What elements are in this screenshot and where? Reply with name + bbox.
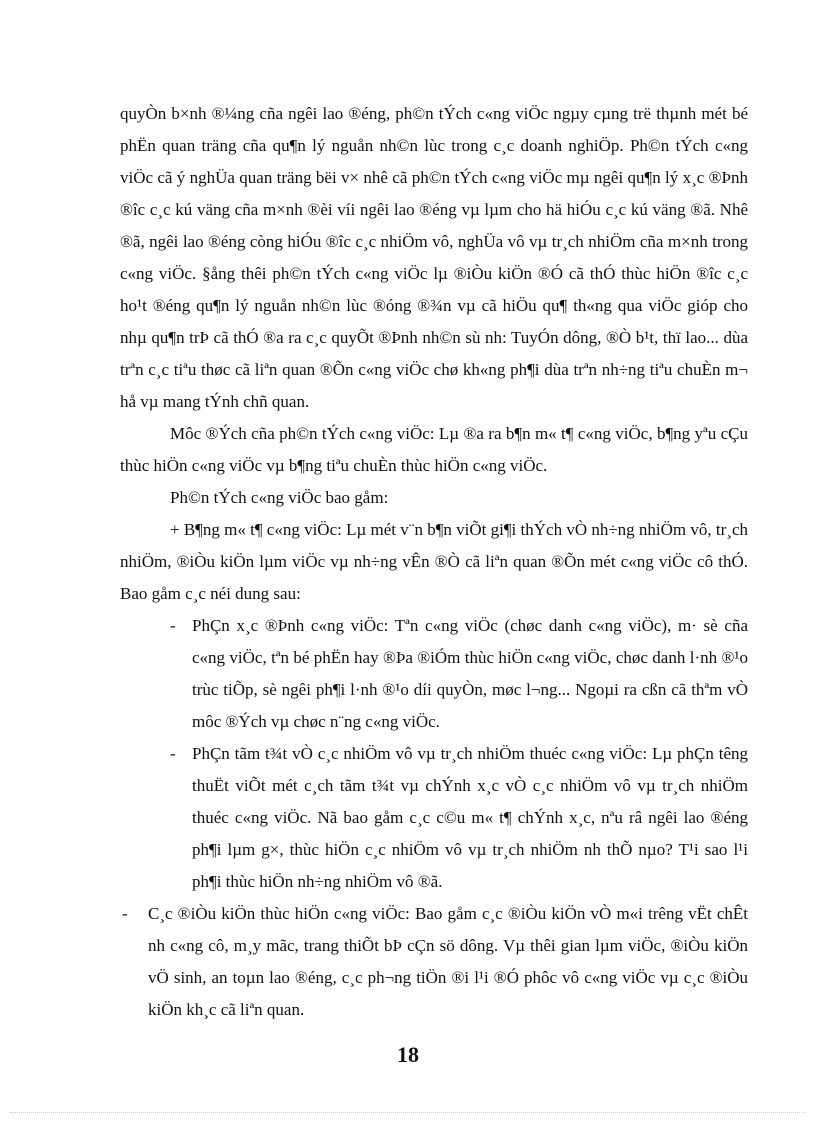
paragraph-purpose: Môc ®Ých cña ph©n tÝch c«ng viÖc: Lµ ®a ra b¶n m« t¶ c«ng viÖc, b¶ng yªu cÇu thùc hiÖn c«ng viÖc vµ b¶ng tiªu chuÈn thùc hiÖn c«ng viÖc. <box>120 424 748 475</box>
dash-marker: - <box>122 904 128 923</box>
body-text <box>120 98 748 1026</box>
list-item <box>120 738 748 898</box>
list-item-text: C¸c ®iÒu kiÖn thùc hiÖn c«ng viÖc: Bao gåm c¸c ®iÒu kiÖn vÒ m«i trêng vËt chÊt nh c«ng cô, m¸y mãc, trang thiÕt bÞ cÇn sö dông. Vµ thêi gian lµm viÖc, ®iÒu kiÖn vÖ sinh, an toµn lao ®éng, c¸c ph¬ng tiÖn ®i l¹i ®Ó phôc vô c«ng viÖc vµ c¸c ®iÒu kiÖn kh¸c cã liªn quan. <box>148 904 748 1019</box>
list-item-text: PhÇn x¸c ®Þnh c«ng viÖc: Tªn c«ng viÖc (chøc danh c«ng viÖc), m· sè cña c«ng viÖc, tªn bé phËn hay ®Þa ®iÓm thùc hiÖn c«ng viÖc, chøc danh l·nh ®¹o trùc tiÕp, sè ngêi ph¶i l·nh ®¹o díi quyÒn, møc l¬ng... Ngoµi ra cßn cã thªm vÒ môc ®Ých vµ chøc n¨ng c«ng viÖc. <box>192 616 748 731</box>
paragraph-includes: Ph©n tÝch c«ng viÖc bao gåm: <box>170 488 389 507</box>
dash-marker: - <box>170 616 176 635</box>
list-item <box>120 610 748 738</box>
list-item <box>120 898 748 1026</box>
paragraph-job-description: + B¶ng m« t¶ c«ng viÖc: Lµ mét v¨n b¶n viÕt gi¶i thÝch vÒ nh÷ng nhiÖm vô, tr¸ch nhiÖm, ®iÒu kiÖn lµm viÖc vµ nh÷ng vÊn ®Ò cã liªn quan ®Õn mét c«ng viÖc cô thÓ. Bao gåm c¸c néi dung sau: <box>120 520 748 603</box>
paragraph-intro: quyÒn b×nh ®¼ng cña ngêi lao ®éng, ph©n tÝch c«ng viÖc ngµy cµng trë thµnh mét bé phËn quan träng cña qu¶n lý nguån nh©n lùc trong c¸c doanh nghiÖp. Ph©n tÝch c«ng viÖc cã ý nghÜa quan träng bëi v× nhê cã ph©n tÝch c«ng viÖc mµ ngêi qu¶n lý x¸c ®Þnh ®îc c¸c kú väng cña m×nh ®èi víi ngêi lao ®éng vµ lµm cho hä hiÓu c¸c kú väng ®ã. Nhê ®ã, ngêi lao ®éng còng hiÓu ®îc c¸c nhiÖm vô, nghÜa vô vµ tr¸ch nhiÖm cña m×nh trong c«ng viÖc. §ång thêi ph©n tÝch c«ng viÖc lµ ®iÒu kiÖn ®Ó cã thÓ thùc hiÖn ®îc c¸c ho¹t ®éng qu¶n lý nguån nh©n lùc ®óng ®¾n vµ cã hiÖu qu¶ th«ng qua viÖc gióp cho nhµ qu¶n trÞ cã thÓ ®a ra c¸c quyÕt ®Þnh nh©n sù nh: TuyÓn dông, ®Ò b¹t, thï lao... dùa trªn c¸c tiªu thøc cã liªn quan ®Õn c«ng viÖc chø kh«ng ph¶i dùa trªn nh÷ng tiªu chuÈn m¬ hå vµ mang tÝnh chñ quan. <box>120 104 748 411</box>
footer-divider <box>10 1112 806 1113</box>
dash-marker: - <box>170 744 176 763</box>
page-number: 18 <box>397 1042 419 1067</box>
list-item-text: PhÇn tãm t¾t vÒ c¸c nhiÖm vô vµ tr¸ch nhiÖm thuéc c«ng viÖc: Lµ phÇn têng thuËt viÕt mét c¸ch tãm t¾t vµ chÝnh x¸c vÒ c¸c nhiÖm vô vµ tr¸ch nhiÖm thuéc c«ng viÖc. Nã bao gåm c¸c c©u m« t¶ chÝnh x¸c, nªu râ ngêi lao ®éng ph¶i lµm g×, thùc hiÖn c¸c nhiÖm vô vµ tr¸ch nhiÖm nh thÕ nµo? T¹i sao l¹i ph¶i thùc hiÖn nh÷ng nhiÖm vô ®ã. <box>192 744 748 891</box>
